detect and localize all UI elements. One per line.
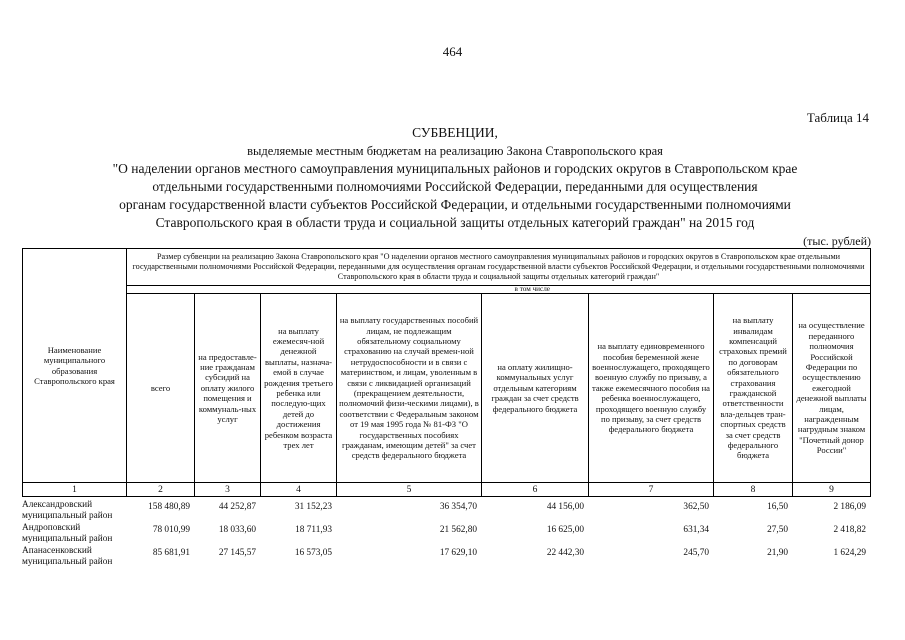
cell-third-child: 31 152,23 [294,502,332,512]
col-header-housing-subsidy: на предоставле-ние гражданам субсидий на оплату жилого помещения и коммуналь-ных услуг [195,294,261,483]
cell-serviceman-benefit: 631,34 [683,525,709,535]
table-row [22,500,870,523]
column-number: 7 [589,483,714,497]
cell-state-benefits: 17 629,10 [439,548,477,558]
heading-line: "О наделении органов местного самоуправления муниципальных районов и городских округов в Ставропольском крае [112,161,798,176]
column-number: 1 [23,483,127,497]
column-number: 3 [195,483,261,497]
table-label: Таблица 14 [806,110,869,125]
cell-state-benefits: 21 562,80 [439,525,477,535]
cell-third-child: 16 573,05 [294,548,332,558]
cell-housing-utilities: 16 625,00 [546,525,584,535]
column-number: 5 [337,483,482,497]
cell-total: 85 681,91 [152,548,190,558]
page-number: 464 [442,44,463,59]
cell-donor: 2 418,82 [833,525,866,535]
col-header-state-benefits: на выплату государственных пособий лицам, не подлежащим обязательному социальному страхованию на случай времен-ной нетрудоспособности и в связи с материнством, и лицам, уволенным в связи с ликвидацией организаций (прекращением деятельности, полномочий физи-ческими лицами), в соответствии с Федеральным законом от 19 мая 1995 года № 81-ФЗ "О государственных пособиях гражданам, имеющим детей" за счет средств федерального бюджета [337,294,482,483]
column-number: 9 [793,483,871,497]
cell-state-benefits: 36 354,70 [439,502,477,512]
cell-total: 78 010,99 [152,525,190,535]
municipality-name: Александровский муниципальный район [22,500,113,521]
cell-third-child: 18 711,93 [295,525,332,535]
subheader-spacer [127,286,195,294]
table-row [22,546,870,569]
cell-total: 158 480,89 [148,502,190,512]
col-header-municipality: Наименование муниципального образования Ставропольского края [23,249,127,483]
cell-insurance: 21,90 [767,548,788,558]
municipality-name: Апанасенковский муниципальный район [22,546,113,567]
column-number: 4 [261,483,337,497]
col-header-donor-payment: на осуществление переданного полномочия Российской Федерации по осуществлению ежегодной денежной выплаты лицам, награжденным нагрудным знаком "Почетный донор России" [793,294,871,483]
table-top-header: Размер субвенции на реализацию Закона Ставропольского края "О наделении органов местного самоуправления муниципальных районов и городских округов в Ставропольском крае отдельными государственными полномочиями Российской Федерации, переданными для осуществления органам государственной власти субъектов Российской Федерации, и отдельными государственными полномочиями Ставропольского края в области труда и социальной защиты отдельных категорий граждан" [127,249,871,286]
including-label: в том числе [195,286,871,294]
cell-donor: 1 624,29 [833,548,866,558]
col-header-third-child-payment: на выплату ежемесяч-ной денежной выплаты, назнача-емой в случае рождения третьего ребенка или последую-щих детей до достижения ребенком возраста трех лет [261,294,337,483]
col-header-housing-utilities: на оплату жилищно-коммунальных услуг отдельным категориям граждан за счет средств федерального бюджета [482,294,589,483]
cell-insurance: 16,50 [767,502,788,512]
heading-line: выделяемые местным бюджетам на реализацию Закона Ставропольского края [247,144,663,158]
col-header-total: всего [127,294,195,483]
heading-line: отдельными государственными полномочиями Российской Федерации, переданными для осуществления [152,179,758,194]
column-number: 2 [127,483,195,497]
municipality-name: Андроповский муниципальный район [22,523,113,544]
cell-serviceman-benefit: 362,50 [683,502,709,512]
heading-line: органам государственной власти субъектов Российской Федерации, и отдельными государственными полномочиями [119,197,791,212]
heading-title: СУБВЕНЦИИ, [412,125,498,140]
col-header-insurance-compensation: на выплату инвалидам компенсаций страховых премий по договорам обязательного страхования гражданской ответственности вла-дельцев тран-спортных средств за счет средств федерального бюджета [714,294,793,483]
cell-housing-subsidy: 27 145,57 [218,548,256,558]
table-body [22,500,870,569]
units-label: (тыс. рублей) [803,234,871,248]
cell-housing-subsidy: 18 033,60 [218,525,256,535]
subvention-table [22,248,871,497]
heading-line: Ставропольского края в области труда и социальной защиты отдельных категорий граждан" на 2015 год [155,215,755,230]
cell-serviceman-benefit: 245,70 [683,548,709,558]
cell-housing-utilities: 22 442,30 [546,548,584,558]
cell-insurance: 27,50 [767,525,788,535]
cell-housing-subsidy: 44 252,87 [218,502,256,512]
table-row [22,523,870,546]
cell-donor: 2 186,09 [833,502,866,512]
document-heading [60,124,850,232]
col-header-serviceman-benefit: на выплату единовременного пособия беременной жене военнослужащего, проходящего военную службу по призыву, а также ежемесячного пособия на ребенка военнослужащего, проходящего военную службу по призыву, за счет средств федерального бюджета [589,294,714,483]
column-number: 6 [482,483,589,497]
cell-housing-utilities: 44 156,00 [546,502,584,512]
column-number: 8 [714,483,793,497]
